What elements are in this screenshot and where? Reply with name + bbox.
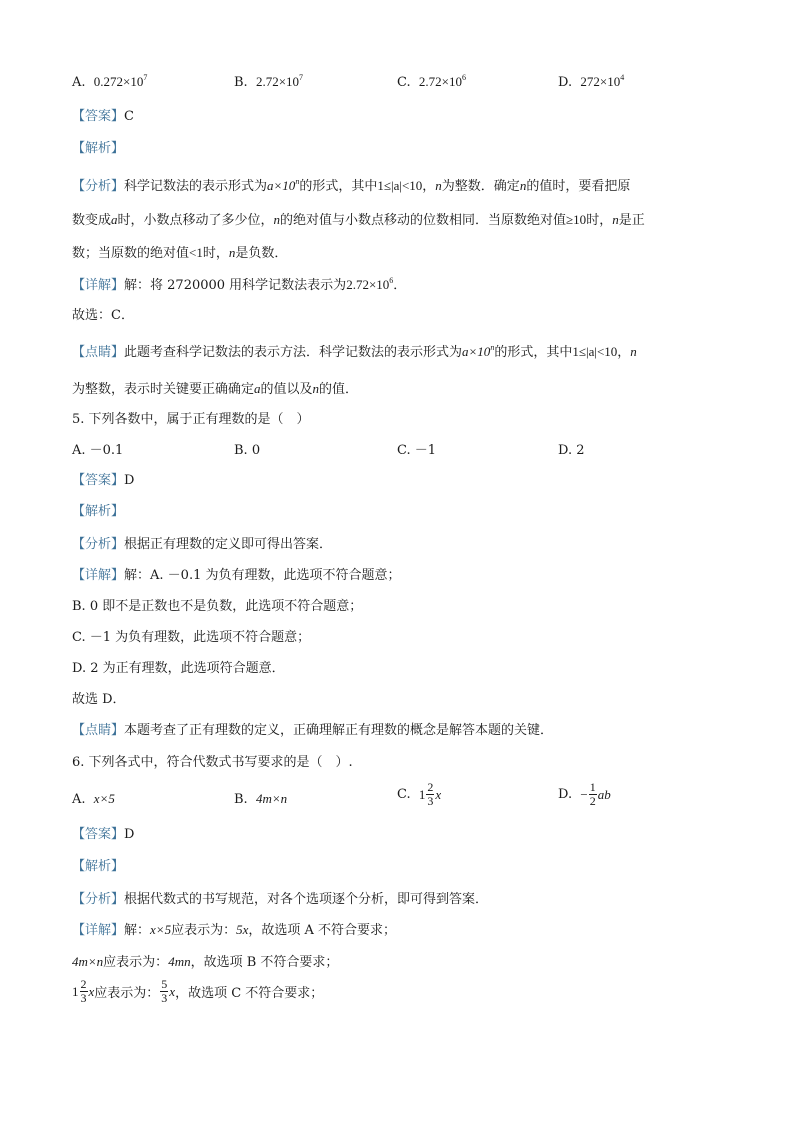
- q6-analysis-label: 【解析】: [72, 859, 125, 874]
- q5-question: 5. 下列各数中，属于正有理数的是（ ）: [72, 412, 310, 427]
- q6-xiangjie-line-3: 1 $\frac{2}{3}$ x 应表示为： $\frac{5}{3}$ x ，故选项 C 不符合要求；: [72, 977, 324, 1005]
- q6-answer: 【答案】D: [72, 827, 135, 842]
- q4-choose: 故选：C．: [72, 308, 134, 323]
- q5-line-b: B. 0 即不是正数也不是负数，此选项不符合题意；: [72, 599, 363, 614]
- q6-option-d: D. − $\frac{1}{2}$ ab: [558, 780, 611, 808]
- q5-option-d: D. 2: [558, 443, 585, 458]
- q5-line-d: D. 2 为正有理数，此选项符合题意．: [72, 661, 285, 676]
- q4-fenxi-line-3: 数；当原数的绝对值<1时，n是负数．: [72, 245, 288, 261]
- q6-option-c: C. 1 $\frac{2}{3}$ x: [397, 780, 442, 808]
- q6-xiangjie-line-2: 4m×n应表示为：4mn，故选项 B 不符合要求；: [72, 954, 339, 970]
- q6-option-a: A. x×5: [72, 791, 115, 807]
- q4-answer: 【答案】C: [72, 109, 134, 124]
- q5-option-b: B. 0: [234, 443, 261, 458]
- q6-xj3-result-fraction: $\frac{5}{3}$: [161, 977, 168, 1005]
- q6-xj3-mixed-fraction: $\frac{2}{3}$: [80, 977, 87, 1005]
- q6-option-c-fraction: $\frac{2}{3}$: [427, 780, 434, 808]
- q4-fenxi-line-1: 【分析】科学记数法的表示形式为$a\times 10^n$的形式，其中1≤|a|<10，n为整数．确定n的值时，要看把原: [72, 177, 631, 194]
- q5-xiangjie: 【详解】解：A. －0.1 为负有理数，此选项不符合题意；: [72, 568, 401, 583]
- q4-xiangjie: 【详解】解：将 2720000 用科学记数法表示为$2.72\times 10^6$．: [72, 276, 407, 293]
- q6-fenxi: 【分析】根据代数式的书写规范，对各个选项逐个分析，即可得到答案．: [72, 892, 489, 907]
- q4-analysis-label: 【解析】: [72, 141, 125, 156]
- q5-option-c: C. －1: [397, 443, 437, 458]
- q4-option-a: A. $0.272\times 10^7$: [72, 73, 148, 90]
- q6-xiangjie-line-1: 【详解】解：x×5应表示为：5x，故选项 A 不符合要求；: [72, 922, 397, 938]
- q5-dianjing: 【点睛】本题考查了正有理数的定义，正确理解正有理数的概念是解答本题的关键．: [72, 723, 554, 738]
- q4-fenxi-line-2: 数变成a时，小数点移动了多少位，n的绝对值与小数点移动的位数相同．当原数绝对值≥10时，n是正: [72, 212, 645, 228]
- q5-line-c: C. －1 为负有理数，此选项不符合题意；: [72, 630, 311, 645]
- q5-analysis-label: 【解析】: [72, 504, 125, 519]
- q5-fenxi: 【分析】根据正有理数的定义即可得出答案．: [72, 537, 333, 552]
- q5-answer: 【答案】D: [72, 473, 135, 488]
- q4-option-b: B. $2.72\times 10^7$: [234, 73, 304, 90]
- q4-option-d: D. $272\times 10^4$: [558, 73, 625, 90]
- q6-option-b: B. 4m×n: [234, 791, 288, 807]
- q4-dianjing-line-1: 【点睛】此题考查科学记数法的表示方法．科学记数法的表示形式为$a\times 10^n$的形式，其中1≤|a|<10，n: [72, 343, 637, 360]
- q4-dianjing-line-2: 为整数，表示时关键要正确确定a的值以及n的值．: [72, 381, 359, 397]
- q4-option-c: C. $2.72\times 10^6$: [397, 73, 466, 90]
- q6-question: 6. 下列各式中，符合代数式书写要求的是（ ）.: [72, 755, 353, 770]
- q6-option-d-fraction: $\frac{1}{2}$: [589, 780, 596, 808]
- q5-option-a: A. －0.1: [72, 443, 124, 458]
- q5-choose: 故选 D．: [72, 692, 126, 707]
